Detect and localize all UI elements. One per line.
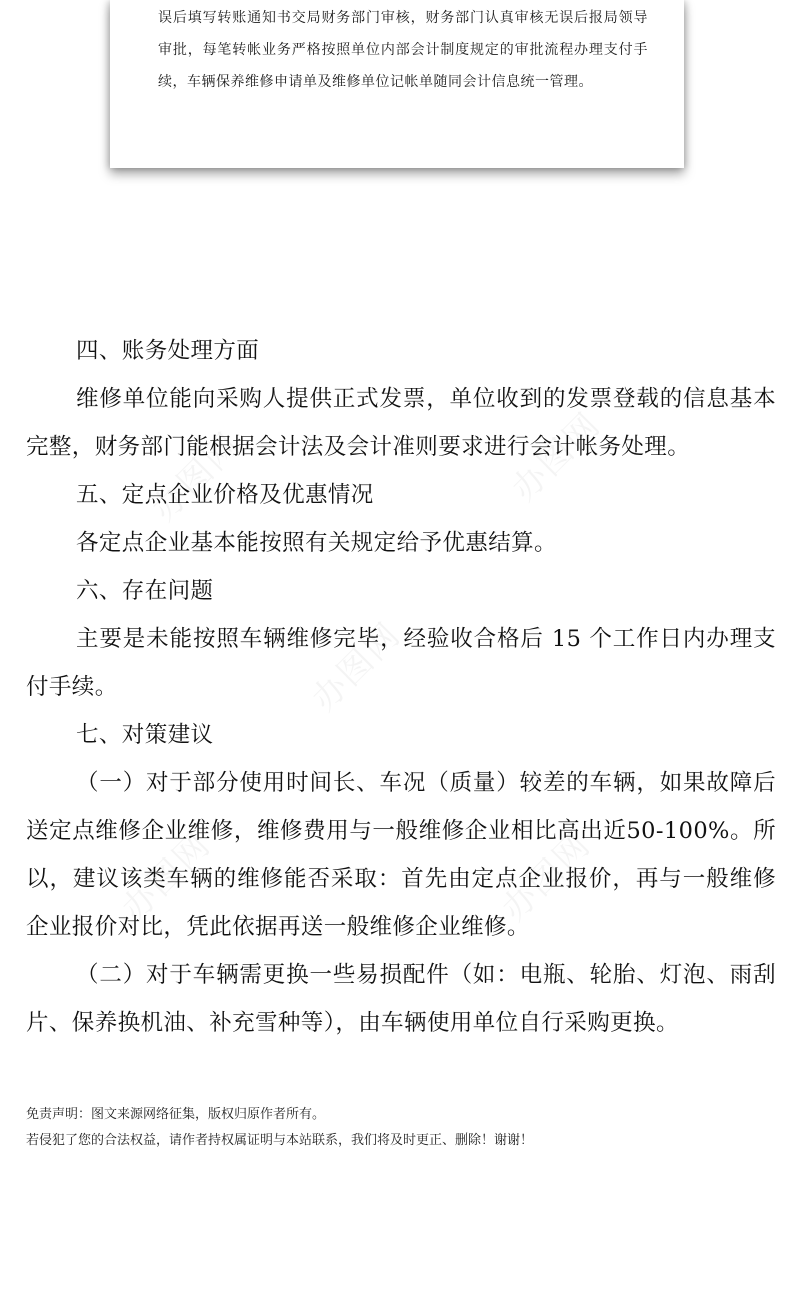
disclaimer-line-2: 若侵犯了您的合法权益，请作者持权属证明与本站联系，我们将及时更正、删除！谢谢！ — [26, 1133, 534, 1148]
heading-accounting: 四、账务处理方面 — [76, 338, 260, 364]
para-pricing: 各定点企业基本能按照有关规定给予优惠结算。 — [76, 530, 557, 556]
heading-pricing: 五、定点企业价格及优惠情况 — [76, 482, 374, 508]
para-accounting: 维修单位能向采购人提供正式发票，单位收到的发票登载的信息基本完整，财务部门能根据会计法及会计准则要求进行会计帐务处理。 — [26, 386, 776, 460]
quoted-text-card — [110, 0, 684, 168]
disclaimer — [26, 1102, 776, 1154]
suggestion-item-2: （二）对于车辆需更换一些易损配件（如：电瓶、轮胎、灯泡、雨刮片、保养换机油、补充雪种等），由车辆使用单位自行采购更换。 — [26, 962, 776, 1036]
suggestion-item-1: （一）对于部分使用时间长、车况（质量）较差的车辆，如果故障后送定点维修企业维修，维修费用与一般维修企业相比高出近50-100%。所以，建议该类车辆的维修能否采取：首先由定点企业报价，再与一般维修企业报价对比，凭此依据再送一般维修企业维修。 — [26, 770, 776, 940]
heading-suggestions: 七、对策建议 — [76, 722, 214, 748]
disclaimer-line-1: 免责声明：图文来源网络征集，版权归原作者所有。 — [26, 1107, 326, 1122]
para-issues: 主要是未能按照车辆维修完毕，经验收合格后 15 个工作日内办理支付手续。 — [26, 626, 776, 700]
document-body — [26, 327, 776, 1047]
card-paragraph: 误后填写转账通知书交局财务部门审核，财务部门认真审核无误后报局领导审批，每笔转帐业务严格按照单位内部会计制度规定的审批流程办理支付手续，车辆保养维修申请单及维修单位记帐单随同会计信息统一管理。 — [158, 10, 648, 90]
heading-issues: 六、存在问题 — [76, 578, 214, 604]
